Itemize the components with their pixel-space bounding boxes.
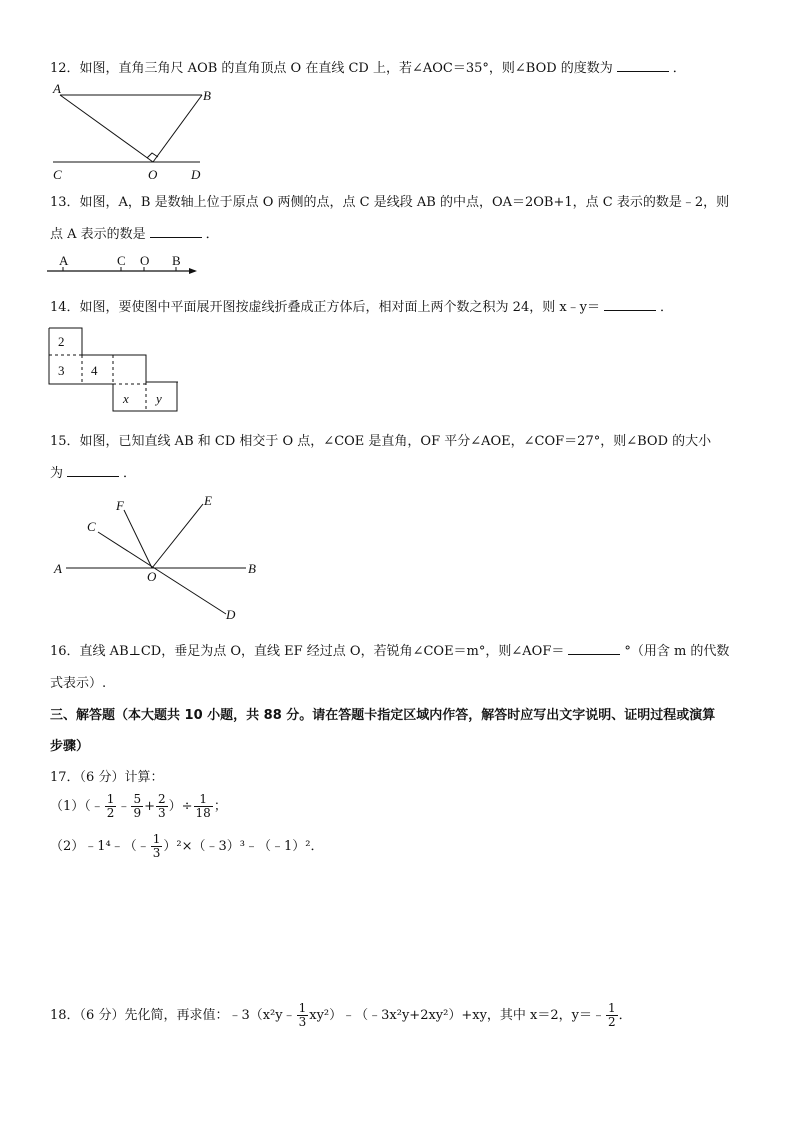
q13-answer-blank[interactable] bbox=[150, 225, 202, 238]
q14-period: ． bbox=[660, 300, 674, 315]
q14-text bbox=[50, 296, 673, 315]
q17-p2-open: （2）﹣1⁴﹣（﹣ bbox=[50, 839, 150, 854]
fraction bbox=[194, 793, 213, 820]
label-O: O bbox=[148, 167, 158, 182]
q18-period: ． bbox=[618, 1008, 632, 1023]
label-B: B bbox=[203, 88, 211, 103]
q12-answer-blank[interactable] bbox=[617, 59, 669, 72]
cell-y: y bbox=[156, 391, 162, 406]
label-A: A bbox=[59, 253, 69, 268]
label-C: C bbox=[53, 167, 62, 182]
section-three-heading: 三、解答题（本大题共 10 小题，共 88 分。请在答题卡指定区域内作答，解答时应写出文字说明、证明过程或演算 bbox=[50, 708, 716, 723]
denominator: 9 bbox=[133, 806, 142, 820]
label-C: C bbox=[117, 253, 126, 268]
q15-line1: 15．如图，已知直线 AB 和 CD 相交于 O 点，∠COE 是直角，OF 平分∠AOE，∠COF＝27°，则∠BOD 的大小 bbox=[50, 434, 712, 449]
q15-period: ． bbox=[123, 466, 137, 481]
q16-line1 bbox=[50, 640, 729, 659]
q16-answer-blank[interactable] bbox=[568, 642, 620, 655]
q16-stem-tail: °（用含 m 的代数 bbox=[624, 644, 730, 659]
q17-title: 17．（6 分）计算： bbox=[50, 770, 164, 785]
fraction bbox=[105, 793, 117, 820]
q13-line1: 13．如图，A，B 是数轴上位于原点 O 两侧的点，点 C 是线段 AB 的中点，OA＝2OB+1，点 C 表示的数是﹣2，则 bbox=[50, 195, 730, 210]
arrow-icon bbox=[189, 268, 197, 274]
label-F: F bbox=[116, 498, 124, 513]
label-D: D bbox=[226, 607, 236, 622]
fraction bbox=[606, 1002, 618, 1029]
fraction bbox=[156, 793, 168, 820]
cell-3: 3 bbox=[58, 363, 65, 378]
fraction bbox=[131, 793, 143, 820]
numerator: 5 bbox=[133, 792, 142, 806]
cell-2: 2 bbox=[58, 334, 65, 349]
label-O: O bbox=[140, 253, 150, 268]
q16-line2: 式表示）. bbox=[50, 676, 107, 691]
fraction bbox=[297, 1002, 309, 1029]
denominator: 2 bbox=[608, 1015, 616, 1029]
numerator: 2 bbox=[157, 792, 166, 806]
q18-stem-mid: xy²）﹣（﹣3x²y+2xy²）+xy，其中 x＝2，y＝﹣ bbox=[309, 1008, 605, 1023]
operator: ﹣ bbox=[117, 799, 131, 814]
q18-stem: 18．（6 分）先化简，再求值：﹣3（x²y﹣ bbox=[50, 1008, 296, 1023]
cell-x: x bbox=[123, 391, 129, 406]
numerator: 1 bbox=[152, 832, 161, 846]
segment-BO bbox=[153, 95, 202, 162]
ray-OF bbox=[124, 510, 152, 568]
label-A: A bbox=[53, 81, 61, 96]
semicolon: ； bbox=[213, 799, 227, 814]
label-B: B bbox=[172, 253, 181, 268]
q13-number-line bbox=[45, 250, 205, 280]
q17-p1-open: （1）（﹣ bbox=[50, 799, 104, 814]
q12-stem: 12．如图，直角三角尺 AOB 的直角顶点 O 在直线 CD 上，若∠AOC＝35°，则∠BOD 的度数为 bbox=[50, 61, 613, 76]
numerator: 1 bbox=[194, 793, 213, 807]
denominator: 3 bbox=[157, 806, 166, 820]
operator: + bbox=[144, 799, 155, 814]
label-C: C bbox=[87, 519, 96, 534]
q15-figure bbox=[48, 488, 268, 626]
q12-text bbox=[50, 57, 686, 76]
q13-period: ． bbox=[205, 227, 219, 242]
q17-part1 bbox=[50, 793, 227, 820]
q12-figure bbox=[45, 78, 215, 184]
numerator: 1 bbox=[608, 1001, 616, 1015]
q18-text bbox=[50, 1002, 632, 1029]
label-O: O bbox=[147, 569, 157, 584]
ray-OE bbox=[152, 504, 203, 568]
label-A: A bbox=[54, 561, 62, 576]
denominator: 3 bbox=[298, 1015, 307, 1029]
q17-part2 bbox=[50, 833, 323, 860]
q13-line2 bbox=[50, 223, 219, 242]
q15-line2 bbox=[50, 462, 136, 481]
q13-stem: 点 A 表示的数是 bbox=[50, 227, 146, 242]
q12-period: ． bbox=[672, 61, 686, 76]
denominator: 18 bbox=[195, 806, 211, 820]
section-three-heading-cont: 步骤） bbox=[50, 739, 90, 754]
label-D: D bbox=[191, 167, 201, 182]
denominator: 2 bbox=[106, 806, 115, 820]
segment-AO bbox=[60, 95, 153, 162]
numerator: 1 bbox=[298, 1001, 307, 1015]
operator: ）÷ bbox=[168, 799, 193, 814]
numerator: 1 bbox=[106, 792, 115, 806]
q15-answer-blank[interactable] bbox=[67, 464, 119, 477]
line-CD bbox=[98, 532, 226, 614]
fraction bbox=[151, 833, 163, 860]
q16-stem: 16．直线 AB⊥CD，垂足为点 O，直线 EF 经过点 O，若锐角∠COE＝m°，则∠AOF＝ bbox=[50, 644, 565, 659]
label-E: E bbox=[204, 493, 212, 508]
q15-stem: 为 bbox=[50, 466, 64, 481]
cell-4: 4 bbox=[91, 363, 98, 378]
q14-stem: 14．如图，要使图中平面展开图按虚线折叠成正方体后，相对面上两个数之积为 24，则 x﹣y＝ bbox=[50, 300, 601, 315]
label-B: B bbox=[248, 561, 256, 576]
q14-cube-net bbox=[48, 327, 178, 413]
denominator: 3 bbox=[152, 846, 161, 860]
q17-p2-rest: ）²×（﹣3）³﹣（﹣1）²． bbox=[163, 839, 324, 854]
q14-answer-blank[interactable] bbox=[604, 298, 656, 311]
